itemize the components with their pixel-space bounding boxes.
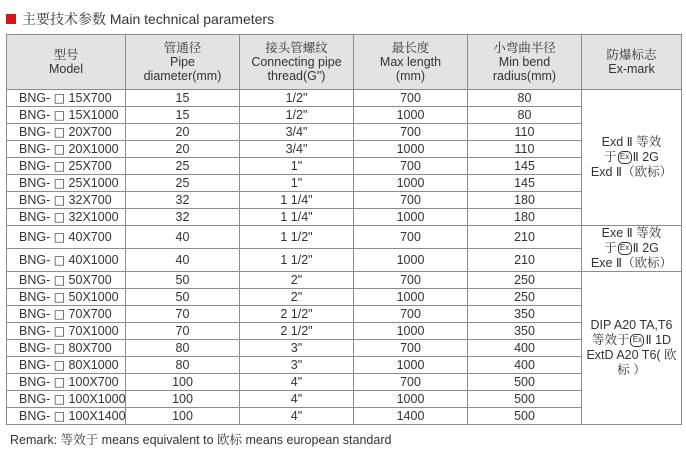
header-model-cn: 型号 <box>53 48 79 62</box>
cell-diameter: 80 <box>126 340 240 357</box>
model-suffix: 25X700 <box>65 158 112 173</box>
table-row <box>7 374 682 391</box>
cell-diameter: 40 <box>126 226 240 249</box>
exmark-line-2-pre: 于 <box>604 150 617 164</box>
explosion-proof-ex-icon: Ex <box>618 242 632 255</box>
header-radius-cn: 小弯曲半径 <box>493 41 556 55</box>
cell-thread: 1 1/2" <box>240 249 354 272</box>
cell-thread: 1" <box>240 158 354 175</box>
cell-diameter: 32 <box>126 209 240 226</box>
header-connecting-thread <box>240 35 354 90</box>
table-row <box>7 209 682 226</box>
exmark-line-1-text: DIP A20 TA,T6 <box>590 318 673 332</box>
model-suffix: 20X1000 <box>65 141 119 156</box>
placeholder-box-icon: □ <box>53 289 66 304</box>
model-suffix: 70X1000 <box>65 323 119 338</box>
header-ex-mark <box>582 35 682 90</box>
cell-thread: 2 1/2" <box>240 306 354 323</box>
exmark-line-2-post: Ⅱ 2G <box>632 150 659 164</box>
placeholder-box-icon: □ <box>53 192 66 207</box>
cell-radius: 500 <box>468 408 582 425</box>
header-length-en1: Max length <box>379 55 442 69</box>
table-row <box>7 192 682 209</box>
cell-thread: 1 1/2" <box>240 226 354 249</box>
cell-thread: 4" <box>240 391 354 408</box>
model-prefix: BNG- <box>19 391 54 406</box>
cell-length: 700 <box>354 124 468 141</box>
model-prefix: BNG- <box>19 252 54 267</box>
table-row <box>7 323 682 340</box>
exmark-line-1-text: Exd Ⅱ 等效 <box>601 135 662 149</box>
placeholder-box-icon: □ <box>53 374 66 389</box>
header-thread-cn: 接头管螺纹 <box>265 41 328 55</box>
cell-model <box>7 357 126 374</box>
table-row <box>7 90 682 107</box>
model-prefix: BNG- <box>19 272 54 287</box>
table-row <box>7 391 682 408</box>
table-body <box>7 90 682 425</box>
header-radius-en1: Min bend <box>498 55 551 69</box>
table-row <box>7 408 682 425</box>
cell-length: 1000 <box>354 357 468 374</box>
cell-length: 1000 <box>354 107 468 124</box>
cell-radius: 145 <box>468 158 582 175</box>
cell-length: 1000 <box>354 175 468 192</box>
cell-thread: 3" <box>240 340 354 357</box>
model-suffix: 50X700 <box>65 272 112 287</box>
header-model-en: Model <box>48 62 84 76</box>
cell-thread: 1 1/4" <box>240 209 354 226</box>
model-prefix: BNG- <box>19 289 54 304</box>
cell-model <box>7 340 126 357</box>
cell-diameter: 50 <box>126 289 240 306</box>
explosion-proof-ex-icon: Ex <box>618 151 632 164</box>
cell-thread: 4" <box>240 408 354 425</box>
cell-diameter: 70 <box>126 323 240 340</box>
cell-radius: 500 <box>468 374 582 391</box>
cell-length: 1000 <box>354 249 468 272</box>
table-row <box>7 357 682 374</box>
header-diameter-cn: 管通径 <box>163 41 202 55</box>
cell-radius: 350 <box>468 323 582 340</box>
placeholder-box-icon: □ <box>53 357 66 372</box>
placeholder-box-icon: □ <box>53 209 66 224</box>
exmark-line-3-text: ExtD A20 T6( 欧 <box>586 348 677 362</box>
model-prefix: BNG- <box>19 323 54 338</box>
exmark-line-3 <box>582 165 681 180</box>
exmark-line-1-text: Exe Ⅱ 等效 <box>601 226 662 240</box>
header-exmark-en: Ex-mark <box>608 62 655 76</box>
cell-radius: 180 <box>468 192 582 209</box>
cell-diameter: 100 <box>126 408 240 425</box>
model-prefix: BNG- <box>19 192 54 207</box>
cell-radius: 400 <box>468 340 582 357</box>
exmark-line-1 <box>582 226 681 241</box>
header-exmark-cn: 防爆标志 <box>606 48 657 62</box>
model-prefix: BNG- <box>19 90 54 105</box>
placeholder-box-icon: □ <box>53 323 66 338</box>
exmark-line-4 <box>582 363 681 378</box>
cell-diameter: 100 <box>126 374 240 391</box>
cell-length: 700 <box>354 226 468 249</box>
table-row <box>7 289 682 306</box>
cell-radius: 250 <box>468 289 582 306</box>
exmark-line-1 <box>582 135 681 150</box>
placeholder-box-icon: □ <box>53 272 66 287</box>
technical-parameters-table <box>6 34 682 425</box>
model-prefix: BNG- <box>19 408 54 423</box>
cell-model <box>7 124 126 141</box>
header-min-bend-radius <box>468 35 582 90</box>
exmark-line-1 <box>582 318 681 333</box>
cell-length: 1000 <box>354 391 468 408</box>
model-prefix: BNG- <box>19 340 54 355</box>
model-suffix: 80X1000 <box>65 357 119 372</box>
cell-model <box>7 391 126 408</box>
model-prefix: BNG- <box>19 357 54 372</box>
header-thread-en2: thread(G") <box>267 69 326 83</box>
cell-diameter: 25 <box>126 158 240 175</box>
cell-length: 700 <box>354 272 468 289</box>
header-length-cn: 最长度 <box>391 41 430 55</box>
model-suffix: 70X700 <box>65 306 112 321</box>
cell-length: 700 <box>354 158 468 175</box>
placeholder-box-icon: □ <box>53 229 66 244</box>
cell-model <box>7 374 126 391</box>
table-row <box>7 249 682 272</box>
table-row <box>7 272 682 289</box>
exmark-line-2-pre: 于 <box>604 241 617 255</box>
cell-diameter: 80 <box>126 357 240 374</box>
cell-thread: 1/2" <box>240 107 354 124</box>
placeholder-box-icon: □ <box>53 124 66 139</box>
cell-thread: 3/4" <box>240 141 354 158</box>
cell-thread: 1" <box>240 175 354 192</box>
model-prefix: BNG- <box>19 124 54 139</box>
table-header-row <box>7 35 682 90</box>
exmark-line-2-pre: 等效于 <box>591 333 630 347</box>
header-model <box>7 35 126 90</box>
cell-model <box>7 192 126 209</box>
cell-length: 700 <box>354 192 468 209</box>
cell-model <box>7 323 126 340</box>
exmark-line-2 <box>582 150 681 165</box>
cell-length: 700 <box>354 306 468 323</box>
cell-model <box>7 90 126 107</box>
cell-diameter: 20 <box>126 124 240 141</box>
model-prefix: BNG- <box>19 141 54 156</box>
table-row <box>7 107 682 124</box>
cell-model <box>7 306 126 323</box>
model-suffix: 40X1000 <box>65 252 119 267</box>
cell-ex-mark <box>582 90 682 226</box>
model-suffix: 15X1000 <box>65 107 119 122</box>
model-suffix: 32X700 <box>65 192 112 207</box>
model-suffix: 100X1400 <box>65 408 126 423</box>
explosion-proof-ex-icon: Ex <box>630 334 644 347</box>
model-prefix: BNG- <box>19 175 54 190</box>
cell-diameter: 40 <box>126 249 240 272</box>
cell-radius: 400 <box>468 357 582 374</box>
header-pipe-diameter <box>126 35 240 90</box>
placeholder-box-icon: □ <box>53 175 66 190</box>
exmark-line-2-post: Ⅱ 1D <box>645 333 672 347</box>
cell-thread: 2 1/2" <box>240 323 354 340</box>
cell-diameter: 70 <box>126 306 240 323</box>
table-row <box>7 340 682 357</box>
placeholder-box-icon: □ <box>53 340 66 355</box>
cell-radius: 180 <box>468 209 582 226</box>
cell-model <box>7 226 126 249</box>
cell-radius: 145 <box>468 175 582 192</box>
model-suffix: 100X700 <box>65 374 119 389</box>
table-row <box>7 175 682 192</box>
cell-ex-mark <box>582 226 682 272</box>
exmark-line-3-text: Exd Ⅱ（欧标） <box>590 165 673 179</box>
cell-length: 1000 <box>354 209 468 226</box>
cell-model <box>7 209 126 226</box>
cell-diameter: 15 <box>126 90 240 107</box>
cell-diameter: 25 <box>126 175 240 192</box>
section-title-text: 主要技术参数 Main technical parameters <box>22 11 275 27</box>
cell-diameter: 32 <box>126 192 240 209</box>
model-suffix: 40X700 <box>65 229 112 244</box>
cell-thread: 2" <box>240 272 354 289</box>
cell-radius: 350 <box>468 306 582 323</box>
placeholder-box-icon: □ <box>53 306 66 321</box>
cell-radius: 210 <box>468 226 582 249</box>
header-radius-en2: radius(mm) <box>492 69 557 83</box>
cell-radius: 210 <box>468 249 582 272</box>
model-prefix: BNG- <box>19 306 54 321</box>
model-prefix: BNG- <box>19 374 54 389</box>
cell-diameter: 15 <box>126 107 240 124</box>
cell-length: 700 <box>354 374 468 391</box>
cell-model <box>7 272 126 289</box>
cell-length: 700 <box>354 340 468 357</box>
exmark-line-3 <box>582 348 681 363</box>
cell-thread: 4" <box>240 374 354 391</box>
placeholder-box-icon: □ <box>53 391 66 406</box>
model-suffix: 80X700 <box>65 340 112 355</box>
header-max-length <box>354 35 468 90</box>
exmark-line-3 <box>582 256 681 271</box>
cell-length: 1000 <box>354 141 468 158</box>
table-row <box>7 124 682 141</box>
cell-diameter: 20 <box>126 141 240 158</box>
model-suffix: 32X1000 <box>65 209 119 224</box>
cell-diameter: 50 <box>126 272 240 289</box>
model-suffix: 100X1000 <box>65 391 126 406</box>
placeholder-box-icon: □ <box>53 141 66 156</box>
cell-model <box>7 289 126 306</box>
model-suffix: 50X1000 <box>65 289 119 304</box>
cell-model <box>7 408 126 425</box>
cell-radius: 110 <box>468 124 582 141</box>
model-suffix: 25X1000 <box>65 175 119 190</box>
exmark-line-2-post: Ⅱ 2G <box>632 241 659 255</box>
cell-radius: 110 <box>468 141 582 158</box>
cell-model <box>7 141 126 158</box>
cell-thread: 3/4" <box>240 124 354 141</box>
cell-model <box>7 107 126 124</box>
cell-length: 1000 <box>354 323 468 340</box>
remark-note: Remark: 等效于 means equivalent to 欧标 means european standard <box>10 433 392 447</box>
cell-radius: 80 <box>468 107 582 124</box>
placeholder-box-icon: □ <box>53 158 66 173</box>
cell-diameter: 100 <box>126 391 240 408</box>
header-diameter-en1: Pipe <box>169 55 196 69</box>
placeholder-box-icon: □ <box>53 252 66 267</box>
exmark-line-2 <box>582 333 681 348</box>
header-length-en2: (mm) <box>395 69 426 83</box>
title-marker-icon <box>6 14 16 24</box>
cell-length: 1400 <box>354 408 468 425</box>
exmark-line-2 <box>582 241 681 256</box>
table-row <box>7 158 682 175</box>
exmark-line-4-text: 标 ） <box>617 363 646 377</box>
model-suffix: 20X700 <box>65 124 112 139</box>
cell-ex-mark <box>582 272 682 425</box>
cell-model <box>7 158 126 175</box>
header-diameter-en2: diameter(mm) <box>143 69 222 83</box>
model-prefix: BNG- <box>19 209 54 224</box>
model-suffix: 15X700 <box>65 90 112 105</box>
placeholder-box-icon: □ <box>53 408 66 423</box>
cell-model <box>7 249 126 272</box>
cell-radius: 250 <box>468 272 582 289</box>
table-row <box>7 141 682 158</box>
placeholder-box-icon: □ <box>53 107 66 122</box>
cell-radius: 500 <box>468 391 582 408</box>
cell-thread: 3" <box>240 357 354 374</box>
cell-length: 700 <box>354 90 468 107</box>
table-row <box>7 306 682 323</box>
model-prefix: BNG- <box>19 107 54 122</box>
cell-thread: 2" <box>240 289 354 306</box>
placeholder-box-icon: □ <box>53 90 66 105</box>
cell-thread: 1/2" <box>240 90 354 107</box>
section-title <box>6 10 274 28</box>
cell-thread: 1 1/4" <box>240 192 354 209</box>
cell-length: 1000 <box>354 289 468 306</box>
model-prefix: BNG- <box>19 229 54 244</box>
cell-radius: 80 <box>468 90 582 107</box>
header-thread-en1: Connecting pipe <box>251 55 342 69</box>
table-row <box>7 226 682 249</box>
cell-model <box>7 175 126 192</box>
exmark-line-3-text: Exe Ⅱ（欧标） <box>590 256 673 270</box>
model-prefix: BNG- <box>19 158 54 173</box>
